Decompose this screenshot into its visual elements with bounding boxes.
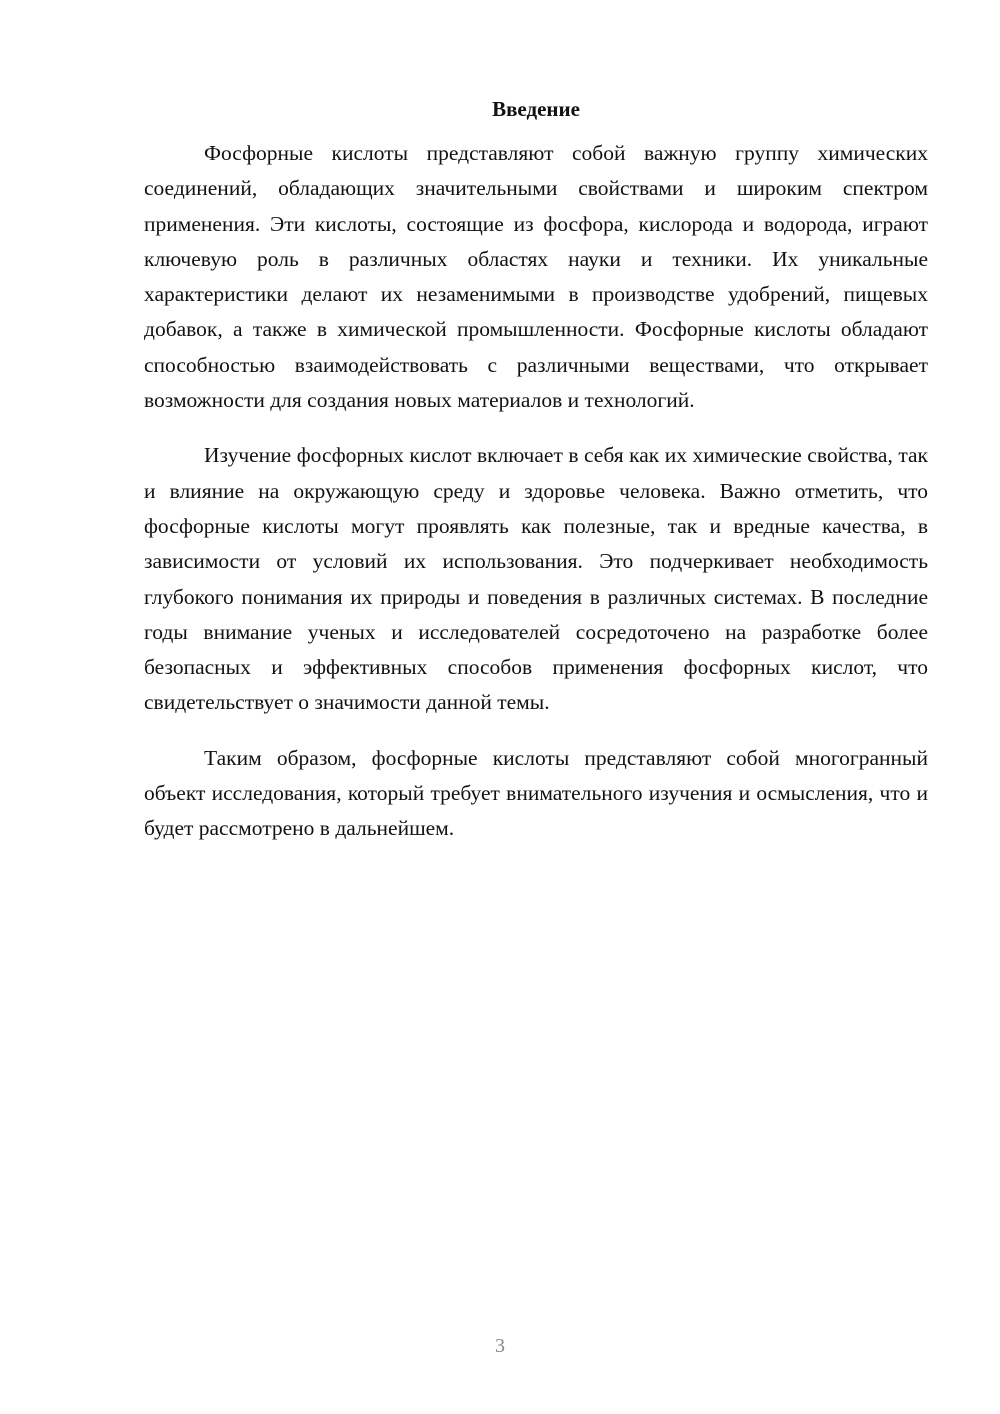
section-title: Введение — [492, 97, 580, 121]
paragraph-1: Фосфорные кислоты представляют собой важную группу химических соединений, обладающих значительными свойствами и широким спектром применения. Эти кислоты, состоящие из фосфора, кислорода и водорода, играют ключевую роль в различных областях науки и техники. Их уникальные характеристики делают их незаменимыми в производстве удобрений, пищевых добавок, а также в химической промышленности. Фосфорные кислоты обладают способностью взаимодействовать с различными веществами, что открывает возможности для создания новых материалов и технологий. — [144, 141, 928, 413]
paragraph-3: Таким образом, фосфорные кислоты представляют собой многогранный объект исследования, который требует внимательного изучения и осмысления, что и будет рассмотрено в дальнейшем. — [144, 745, 928, 841]
page-number: 3 — [495, 1335, 505, 1357]
page-content — [144, 94, 928, 867]
paragraph-2: Изучение фосфорных кислот включает в себя как их химические свойства, так и влияние на окружающую среду и здоровье человека. Важно отметить, что фосфорные кислоты могут проявлять как полезные, так и вредные качества, в зависимости от условий их использования. Это подчеркивает необходимость глубокого понимания их природы и поведения в различных системах. В последние годы внимание ученых и исследователей сосредоточено на разработке более безопасных и эффективных способов применения фосфорных кислот, что свидетельствует о значимости данной темы. — [144, 443, 928, 715]
